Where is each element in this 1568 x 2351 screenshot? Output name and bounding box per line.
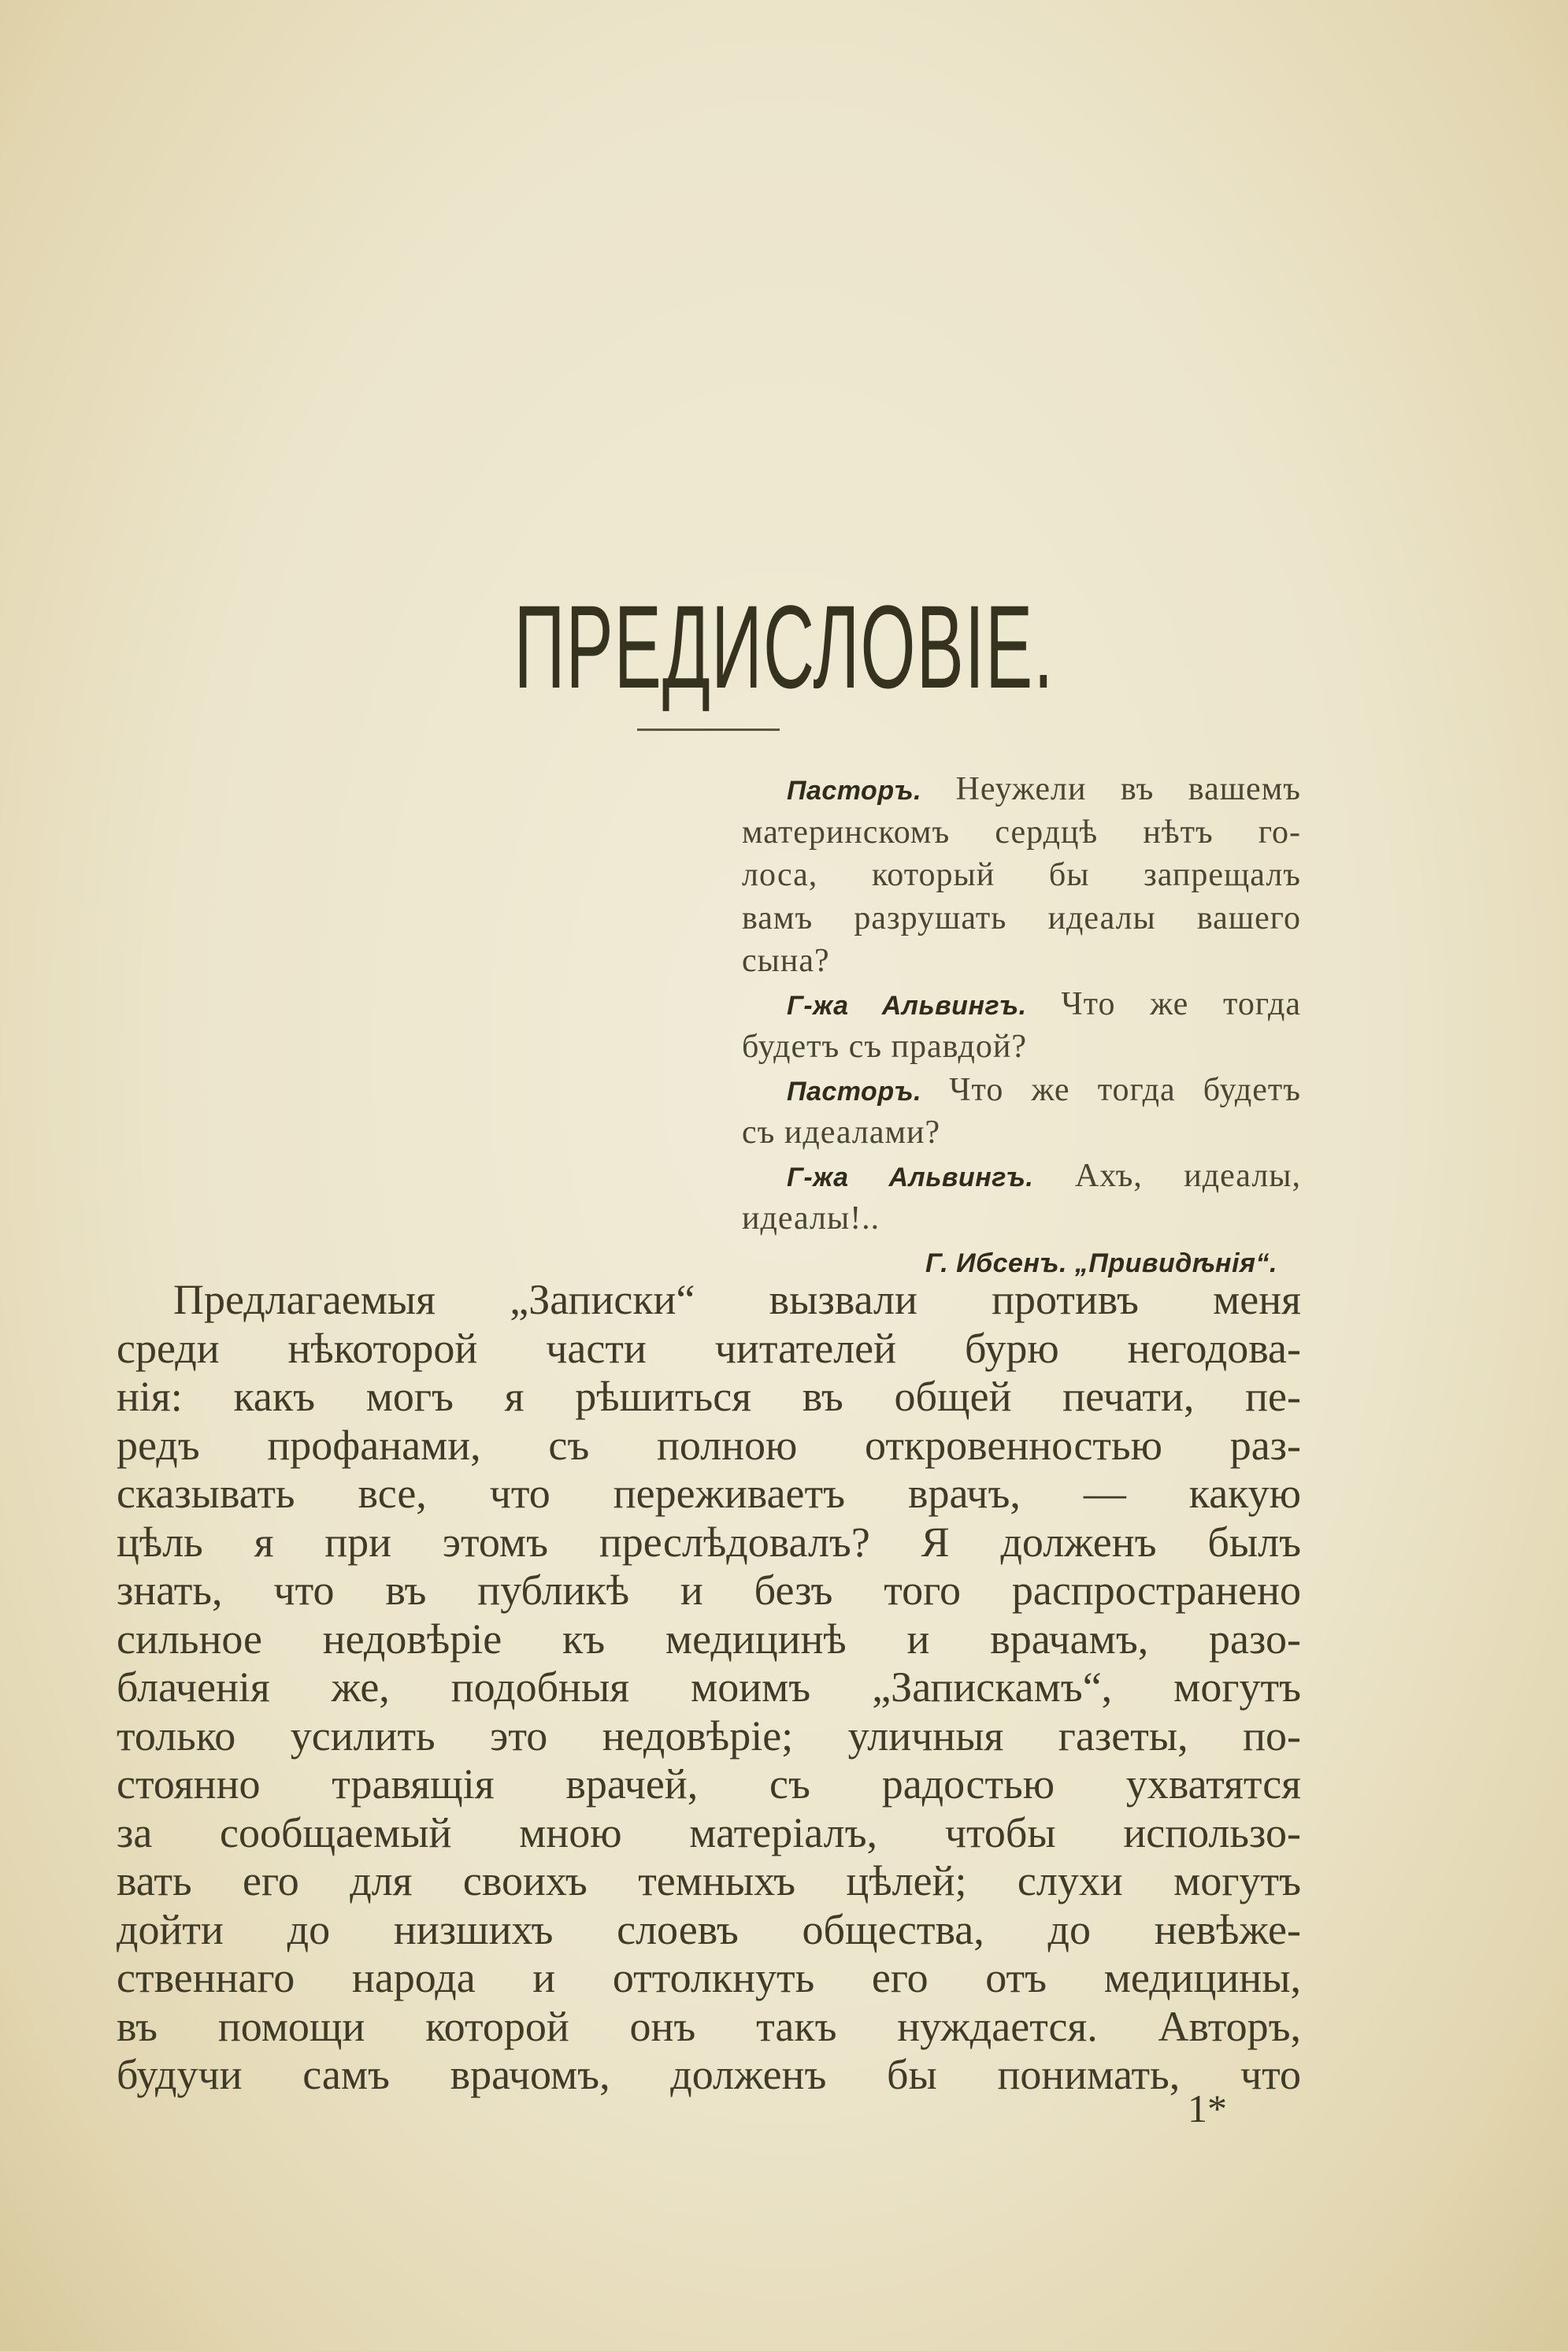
epigraph-text: будетъ съ правдой? <box>742 1029 1027 1065</box>
speaker-name: Г-жа Альвингъ. <box>787 990 1027 1021</box>
body-line: только усилить это недовѣріе; уличныя газеты, по- <box>117 1711 1301 1760</box>
body-line: блаченія же, подобныя моимъ „Запискамъ“, могутъ <box>117 1663 1301 1711</box>
epigraph-line <box>742 897 1301 940</box>
body-line: нія: какъ могъ я рѣшиться въ общей печати, пе- <box>117 1373 1301 1420</box>
speaker-name: Г-жа Альвингъ. <box>787 1162 1034 1192</box>
body-line: стоянно травящія врачей, съ радостью ухватятся <box>117 1760 1301 1808</box>
epigraph-line <box>742 811 1301 855</box>
body-line: ственнаго народа и оттолкнуть его отъ медицины, <box>117 1954 1301 2001</box>
epigraph-text: материнскомъ сердцѣ нѣтъ го- <box>742 814 1301 851</box>
body-line: вать его для своихъ темныхъ цѣлей; слухи могутъ <box>117 1857 1301 1904</box>
epigraph-line <box>742 983 1301 1026</box>
epigraph-source-text: Г. Ибсенъ. „Привидѣнія“. <box>925 1248 1277 1278</box>
epigraph-text: Неужели въ вашемъ <box>955 771 1301 807</box>
epigraph-text: Ахъ, идеалы, <box>1074 1157 1301 1194</box>
speaker-name: Пасторъ. <box>787 776 922 806</box>
body-text <box>117 1276 1301 2100</box>
epigraph-text: сына? <box>742 943 830 979</box>
epigraph-text: вамъ разрушать идеалы вашего <box>742 899 1301 936</box>
epigraph-line <box>742 940 1301 983</box>
body-line: за сообщаемый мною матеріалъ, чтобы использо- <box>117 1808 1301 1856</box>
epigraph-line <box>742 1155 1301 1198</box>
body-line: Предлагаемыя „Записки“ вызвали противъ меня <box>173 1276 1301 1323</box>
speaker-name: Пасторъ. <box>787 1076 922 1107</box>
epigraph-text: лоса, который бы запрещалъ <box>742 857 1301 893</box>
body-line: будучи самъ врачомъ, долженъ бы понимать, что <box>117 2051 1301 2098</box>
epigraph-line <box>742 1069 1301 1112</box>
body-line: сказывать все, что переживаетъ врачъ, — какую <box>117 1470 1301 1517</box>
body-line: знать, что въ публикѣ и безъ того распространено <box>117 1567 1301 1614</box>
epigraph-line <box>742 768 1301 811</box>
title-divider <box>637 729 780 731</box>
epigraph-line <box>742 1025 1301 1069</box>
epigraph <box>742 768 1301 1283</box>
body-line: среди нѣкоторой части читателей бурю негодова- <box>117 1324 1301 1372</box>
body-line: сильное недовѣріе къ медицинѣ и врачамъ, разо- <box>117 1615 1301 1663</box>
epigraph-text: Что же тогда <box>1061 985 1302 1022</box>
body-line: дойти до низшихъ слоевъ общества, до невѣже- <box>117 1905 1301 1953</box>
epigraph-text: идеалы!.. <box>742 1200 880 1237</box>
page-title <box>0 579 1568 715</box>
body-line: редъ профанами, съ полною откровенностью раз- <box>117 1421 1301 1469</box>
epigraph-text: Что же тогда будетъ <box>949 1071 1301 1108</box>
epigraph-line <box>742 1111 1301 1155</box>
title-text: ПРЕДИСЛОВІЕ. <box>513 580 1055 713</box>
page-number: 1* <box>1188 2086 1227 2130</box>
body-line: въ помощи которой онъ такъ нуждается. Авторъ, <box>117 2002 1301 2050</box>
epigraph-text: съ идеалами? <box>742 1114 941 1151</box>
epigraph-line <box>742 854 1301 897</box>
body-line: цѣль я при этомъ преслѣдовалъ? Я долженъ былъ <box>117 1518 1301 1566</box>
epigraph-line <box>742 1197 1301 1240</box>
